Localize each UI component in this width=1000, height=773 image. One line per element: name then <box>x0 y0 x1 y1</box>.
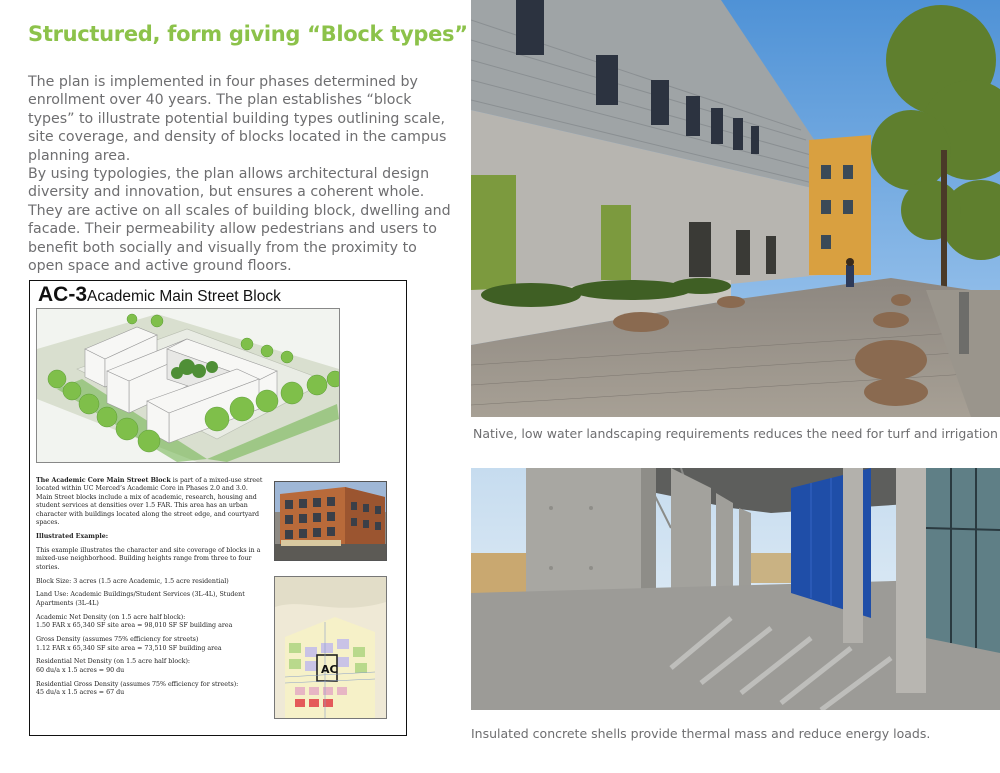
block-code: AC-3 <box>38 283 88 306</box>
page-heading: Structured, form giving “Block types” <box>28 22 468 46</box>
gross-value: 1.12 FAR x 65,340 SF site area = 73,510 SF building area <box>36 644 222 652</box>
block-size: Block Size: 3 acres (1.5 acre Academic, 1.5 acre residential) <box>36 577 229 585</box>
res-gross-title: Residential Gross Density (assumes 75% efficiency for streets): <box>36 680 239 688</box>
building-photo-drawing <box>275 482 386 560</box>
example-heading <box>36 533 266 541</box>
top-photo-caption: Native, low water landscaping requirements reduces the need for turf and irrigation <box>473 426 998 441</box>
academic-net-title: Academic Net Density (on 1.5 acre half block): <box>36 613 186 621</box>
example-heading-text: Illustrated Example: <box>36 532 109 540</box>
typologies-paragraph: By using typologies, the plan allows architectural design diversity and innovation, but ensures a coherent whole. They are active on all scales of building block, dwelling and facade. Their permeability allow pedestrians and users to benefit both socially and visually from the proximity to open space and active ground floors. <box>28 166 451 275</box>
intro-text <box>36 477 266 527</box>
land-use: Land Use: Academic Buildings/Student Services (3L-4L), Student Apartments (3L-4L) <box>36 591 245 607</box>
academic-net-density <box>36 614 266 631</box>
intro-paragraph: The plan is implemented in four phases determined by enrollment over 40 years. The plan establishes “block types” to illustrate potential building types outlining scale, site coverage, and density of blocks located in the campus planning area. <box>28 74 447 164</box>
massing-illustration <box>36 308 340 463</box>
intro-bold: The Academic Core Main Street Block <box>36 477 171 484</box>
block-name: Academic Main Street Block <box>87 288 281 305</box>
site-plan-drawing <box>275 577 386 718</box>
concrete-shells-photo <box>471 468 1000 710</box>
example-building-photo <box>274 481 387 561</box>
res-net-value: 60 du/a x 1.5 acres = 90 du <box>36 666 125 674</box>
res-gross-value: 45 du/a x 1.5 acres = 67 du <box>36 689 125 697</box>
gross-title: Gross Density (assumes 75% efficiency for streets) <box>36 636 199 644</box>
residential-net-density <box>36 658 266 675</box>
map-block-label: AC <box>321 663 338 676</box>
massing-drawing <box>37 309 339 462</box>
block-type-sheet <box>29 280 407 736</box>
gross-density <box>36 636 266 653</box>
academic-net-value: 1.50 FAR x 65,340 SF site area = 98,010 SF SF building area <box>36 622 233 630</box>
block-description <box>36 477 266 703</box>
intro-rest: is part of a mixed-use street located within UC Merced’s Academic Core in Phases 2.0 and 3.0. Main Street blocks include a mix of academic, research, housing and student services at densities over 1.5 FAR. This area has an urban character with buildings located along the street edge, and courtyard spaces. <box>36 477 263 527</box>
res-net-title: Residential Net Density (on 1.5 acre half block): <box>36 658 191 666</box>
concrete-shells-photo-drawing <box>471 468 1000 710</box>
landscaping-photo-drawing <box>471 0 1000 417</box>
landscaping-photo <box>471 0 1000 417</box>
residential-gross-density <box>36 681 266 698</box>
bottom-photo-caption: Insulated concrete shells provide thermal mass and reduce energy loads. <box>471 726 931 741</box>
example-text: This example illustrates the character and site coverage of blocks in a mixed-use neighborhood. Building heights range from three to four stories. <box>36 546 261 571</box>
site-plan-map <box>274 576 387 719</box>
